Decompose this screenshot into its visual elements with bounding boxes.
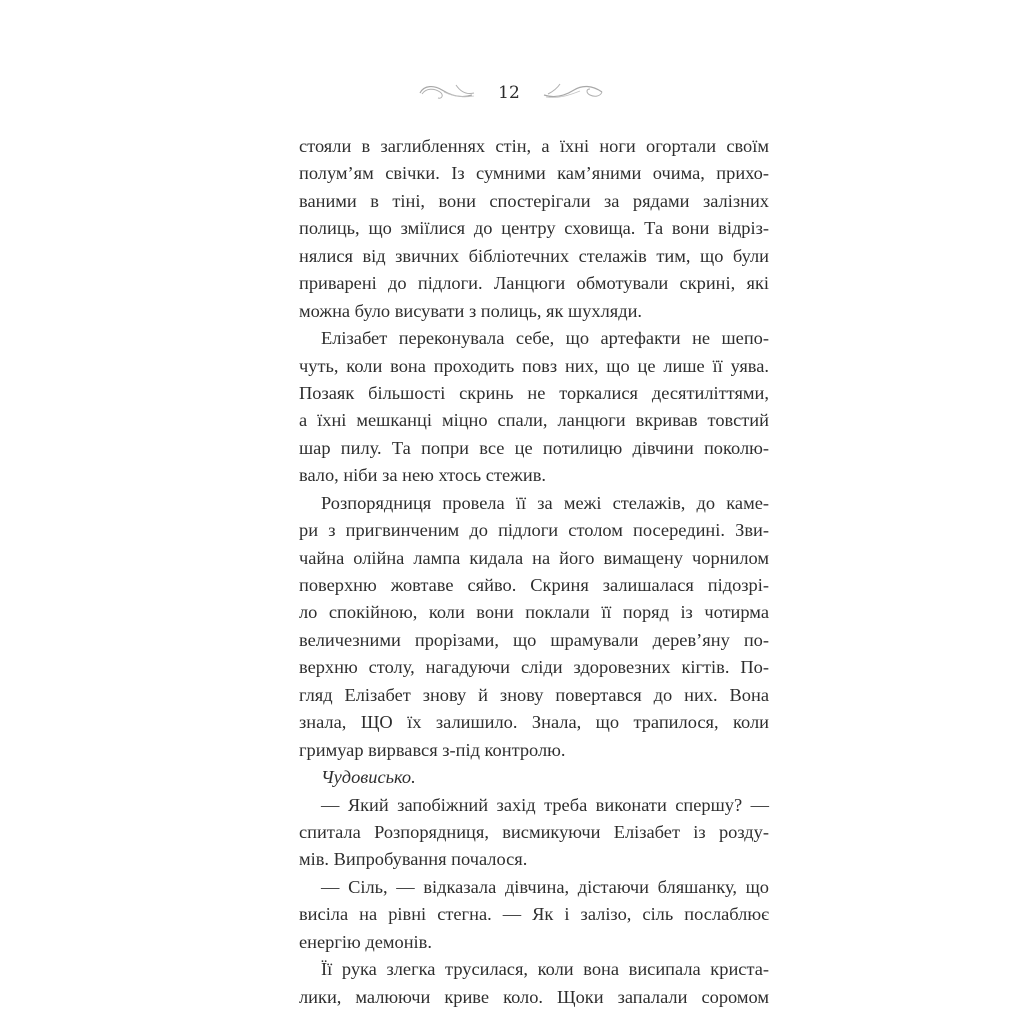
text-line: Розпорядниця провела її за межі стелажів, до каме- [321,492,769,513]
text-line: Позаяк більшості скринь не торкалися десятиліттями, [299,382,769,403]
text-line: Елізабет переконувала себе, що артефакти не шепо- [321,328,769,349]
text-line: чайна олійна лампа кидала на його вимащену чорнилом [299,547,769,568]
text-line: Її рука злегка трусилася, коли вона висипала криста- [321,959,769,980]
text-line: приварені до підлоги. Ланцюги обмотували скрині, які [299,273,769,294]
text-line: ри з пригвинченим до підлоги столом посередині. Зви- [299,520,769,541]
text-line: знала, ЩО їх залишило. Знала, що трапилося, коли [299,712,769,733]
text-line: стояли в заглибленнях стін, а їхні ноги огортали своїм [299,136,769,156]
flourish-right-icon [540,81,608,105]
text-line: величезними прорізами, що шрамували дерев’яну по- [299,629,769,650]
text-line: полиць, що зміїлися до центру сховища. Та вони відріз- [299,218,769,239]
text-line: вало, ніби за нею хтось стежив. [299,465,546,486]
text-line: лики, малюючи криве коло. Щоки запалали соромом [299,986,769,1007]
page-number: 12 [498,83,520,103]
text-line: шар пилу. Та попри все це потилицю дівчини поколю- [299,437,769,458]
text-line: енергію демонів. [299,931,432,952]
text-line: можна було висувати з полиць, як шухляди. [299,300,643,321]
text-line: нялися від звичних бібліотечних стелажів тим, що були [299,245,769,266]
text-line: поверхню жовтаве сяйво. Скриня залишалася підозрі- [299,575,769,595]
text-line: полум’ям свічки. Із сумними кам’яними очима, прихо- [299,163,769,184]
text-line: чуть, коли вона проходить повз них, що це лише її уява. [299,355,769,376]
text-line: мів. Випробування почалося. [299,849,528,870]
text-line: а їхні мешканці міцно спали, ланцюги вкривав товстий [299,410,769,431]
text-line: гримуар вирвався з-під контролю. [299,739,566,760]
body-text [299,133,769,1011]
italic-text-line: Чудовисько. [321,767,416,788]
text-line: спитала Розпорядниця, висмикуючи Елізабет із розду- [299,821,769,842]
running-head [0,78,1024,108]
text-line: гляд Елізабет знову й знову повертався до них. Вона [299,684,769,705]
text-line: — Сіль, — відказала дівчина, дістаючи бляшанку, що [321,876,769,897]
text-line: ваними в тіні, вони спостерігали за рядами залізних [299,190,769,211]
text-line: висіла на рівні стегна. — Як і залізо, сіль послаблює [299,904,769,925]
text-line: — Який запобіжний захід треба виконати спершу? — [321,794,769,815]
flourish-left-icon [416,81,478,105]
text-line: верхню столу, нагадуючи сліди здоровезних кігтів. По- [299,657,769,678]
text-line: ло спокійною, коли вони поклали її поряд із чотирма [299,602,769,623]
